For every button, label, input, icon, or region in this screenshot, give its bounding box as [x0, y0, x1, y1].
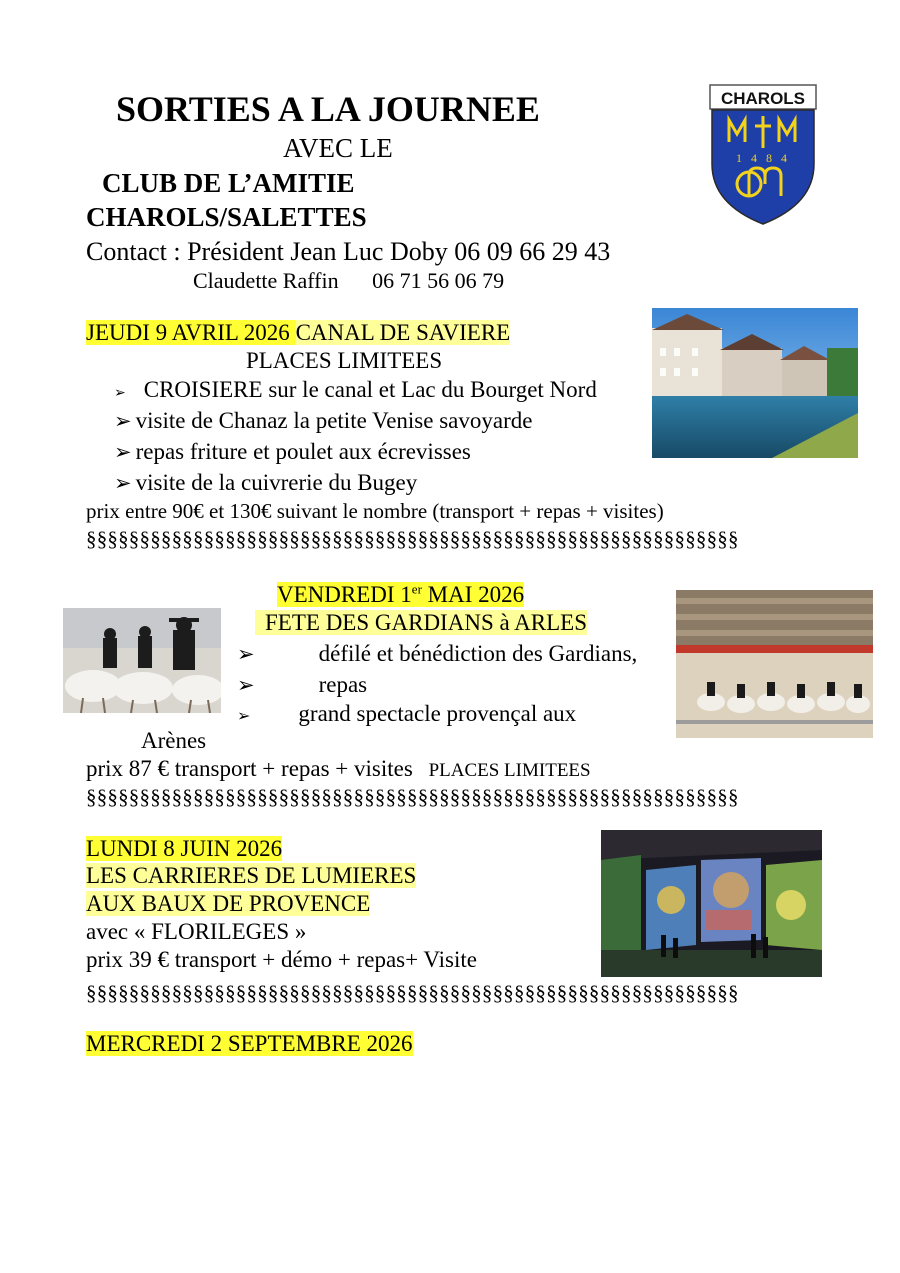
trip3-line2-text: AUX BAUX DE PROVENCE [86, 891, 371, 916]
trip3-line1 [86, 863, 416, 889]
trip2-item-3-cont: Arènes [141, 728, 207, 753]
trip2-date-sup: er [411, 581, 422, 596]
logo-label: CHAROLS [720, 89, 806, 108]
contact-line: Contact : Président Jean Luc Doby 06 09 66 29 43 [86, 237, 611, 266]
trip1-price: prix entre 90€ et 130€ suivant le nombre (transport + repas + visites) [86, 499, 664, 523]
trip2-limited: PLACES LIMITEES [428, 760, 591, 781]
trip2-date-pre: VENDREDI 1 [277, 581, 412, 607]
trip1-item-4 [114, 470, 417, 496]
trip3-date-text: LUNDI 8 JUIN 2026 [86, 836, 283, 861]
separator-3: §§§§§§§§§§§§§§§§§§§§§§§§§§§§§§§§§§§§§§§§§§§§§§§§§§§§§§§§§§§§§ [86, 981, 739, 1005]
trip2-item-text: repas [318, 672, 368, 697]
contact2-phone: 06 71 56 06 79 [372, 268, 505, 293]
trip4-date [86, 1031, 413, 1057]
arrow-bullet-icon: ➢ [114, 471, 132, 495]
trip3-line1-text: LES CARRIERES DE LUMIERES [86, 863, 417, 888]
trip3-date [86, 836, 282, 862]
trip1-place: CANAL DE SAVIERE [295, 320, 511, 345]
contact2-name: Claudette Raffin [193, 268, 339, 293]
canal-village-photo [652, 308, 858, 458]
arles-arena-photo [676, 590, 873, 738]
trip1-date: JEUDI 9 AVRIL 2026 [86, 320, 296, 345]
trip2-item-text: grand spectacle provençal aux [298, 701, 577, 726]
charols-coat-of-arms-logo [709, 84, 817, 226]
gardians-horses-photo [63, 608, 221, 713]
trip1-item-2 [114, 408, 532, 434]
trip1-item-text: CROISIERE sur le canal et Lac du Bourget Nord [143, 377, 597, 402]
trip4-date-text: MERCREDI 2 SEPTEMBRE 2026 [86, 1031, 413, 1056]
trip3-with: avec « FLORILEGES » [86, 919, 307, 944]
arrow-bullet-icon: ➢ [114, 440, 132, 464]
trip1-heading [86, 320, 510, 346]
carrieres-lumieres-photo [601, 830, 822, 977]
trip2-item-text: défilé et bénédiction des Gardians, [318, 641, 638, 666]
trip2-price-line [86, 756, 591, 782]
trip3-line2 [86, 891, 370, 917]
arrow-bullet-icon: ➢ [237, 708, 251, 725]
trip1-item-text: visite de Chanaz la petite Venise savoyarde [135, 408, 533, 433]
separator-2: §§§§§§§§§§§§§§§§§§§§§§§§§§§§§§§§§§§§§§§§§§§§§§§§§§§§§§§§§§§§§ [86, 785, 739, 809]
trip2-title [255, 610, 587, 636]
page-title: SORTIES A LA JOURNEE [116, 89, 540, 129]
arrow-bullet-icon: ➢ [237, 642, 255, 666]
trip2-date [277, 581, 524, 608]
trip2-price: prix 87 € transport + repas + visites [86, 756, 413, 781]
trip1-item-text: visite de la cuivrerie du Bugey [135, 470, 418, 495]
header-line-avec: AVEC LE [283, 133, 393, 163]
trip2-item-1 [237, 641, 637, 667]
arrow-bullet-icon: ➢ [237, 673, 255, 697]
trip1-item-1 [114, 377, 597, 403]
header-line-club: CLUB DE L’AMITIE [102, 168, 355, 198]
trip1-item-text: repas friture et poulet aux écrevisses [135, 439, 471, 464]
trip1-item-3 [114, 439, 471, 465]
trip2-date-post: MAI 2026 [421, 581, 525, 607]
arrow-bullet-icon: ➢ [114, 386, 126, 401]
trip2-item-2 [237, 672, 367, 698]
trip2-item-3 [237, 701, 576, 727]
arrow-bullet-icon: ➢ [114, 409, 132, 433]
header-line-charols: CHAROLS/SALETTES [86, 202, 367, 232]
trip2-title-text: FETE DES GARDIANS à ARLES [255, 610, 587, 635]
trip1-limited: PLACES LIMITEES [246, 348, 443, 373]
contact-line-2 [193, 268, 504, 294]
separator-1: §§§§§§§§§§§§§§§§§§§§§§§§§§§§§§§§§§§§§§§§§§§§§§§§§§§§§§§§§§§§§ [86, 527, 739, 551]
logo-digits: 1 4 8 4 [736, 151, 790, 165]
trip3-price: prix 39 € transport + démo + repas+ Visite [86, 947, 477, 972]
